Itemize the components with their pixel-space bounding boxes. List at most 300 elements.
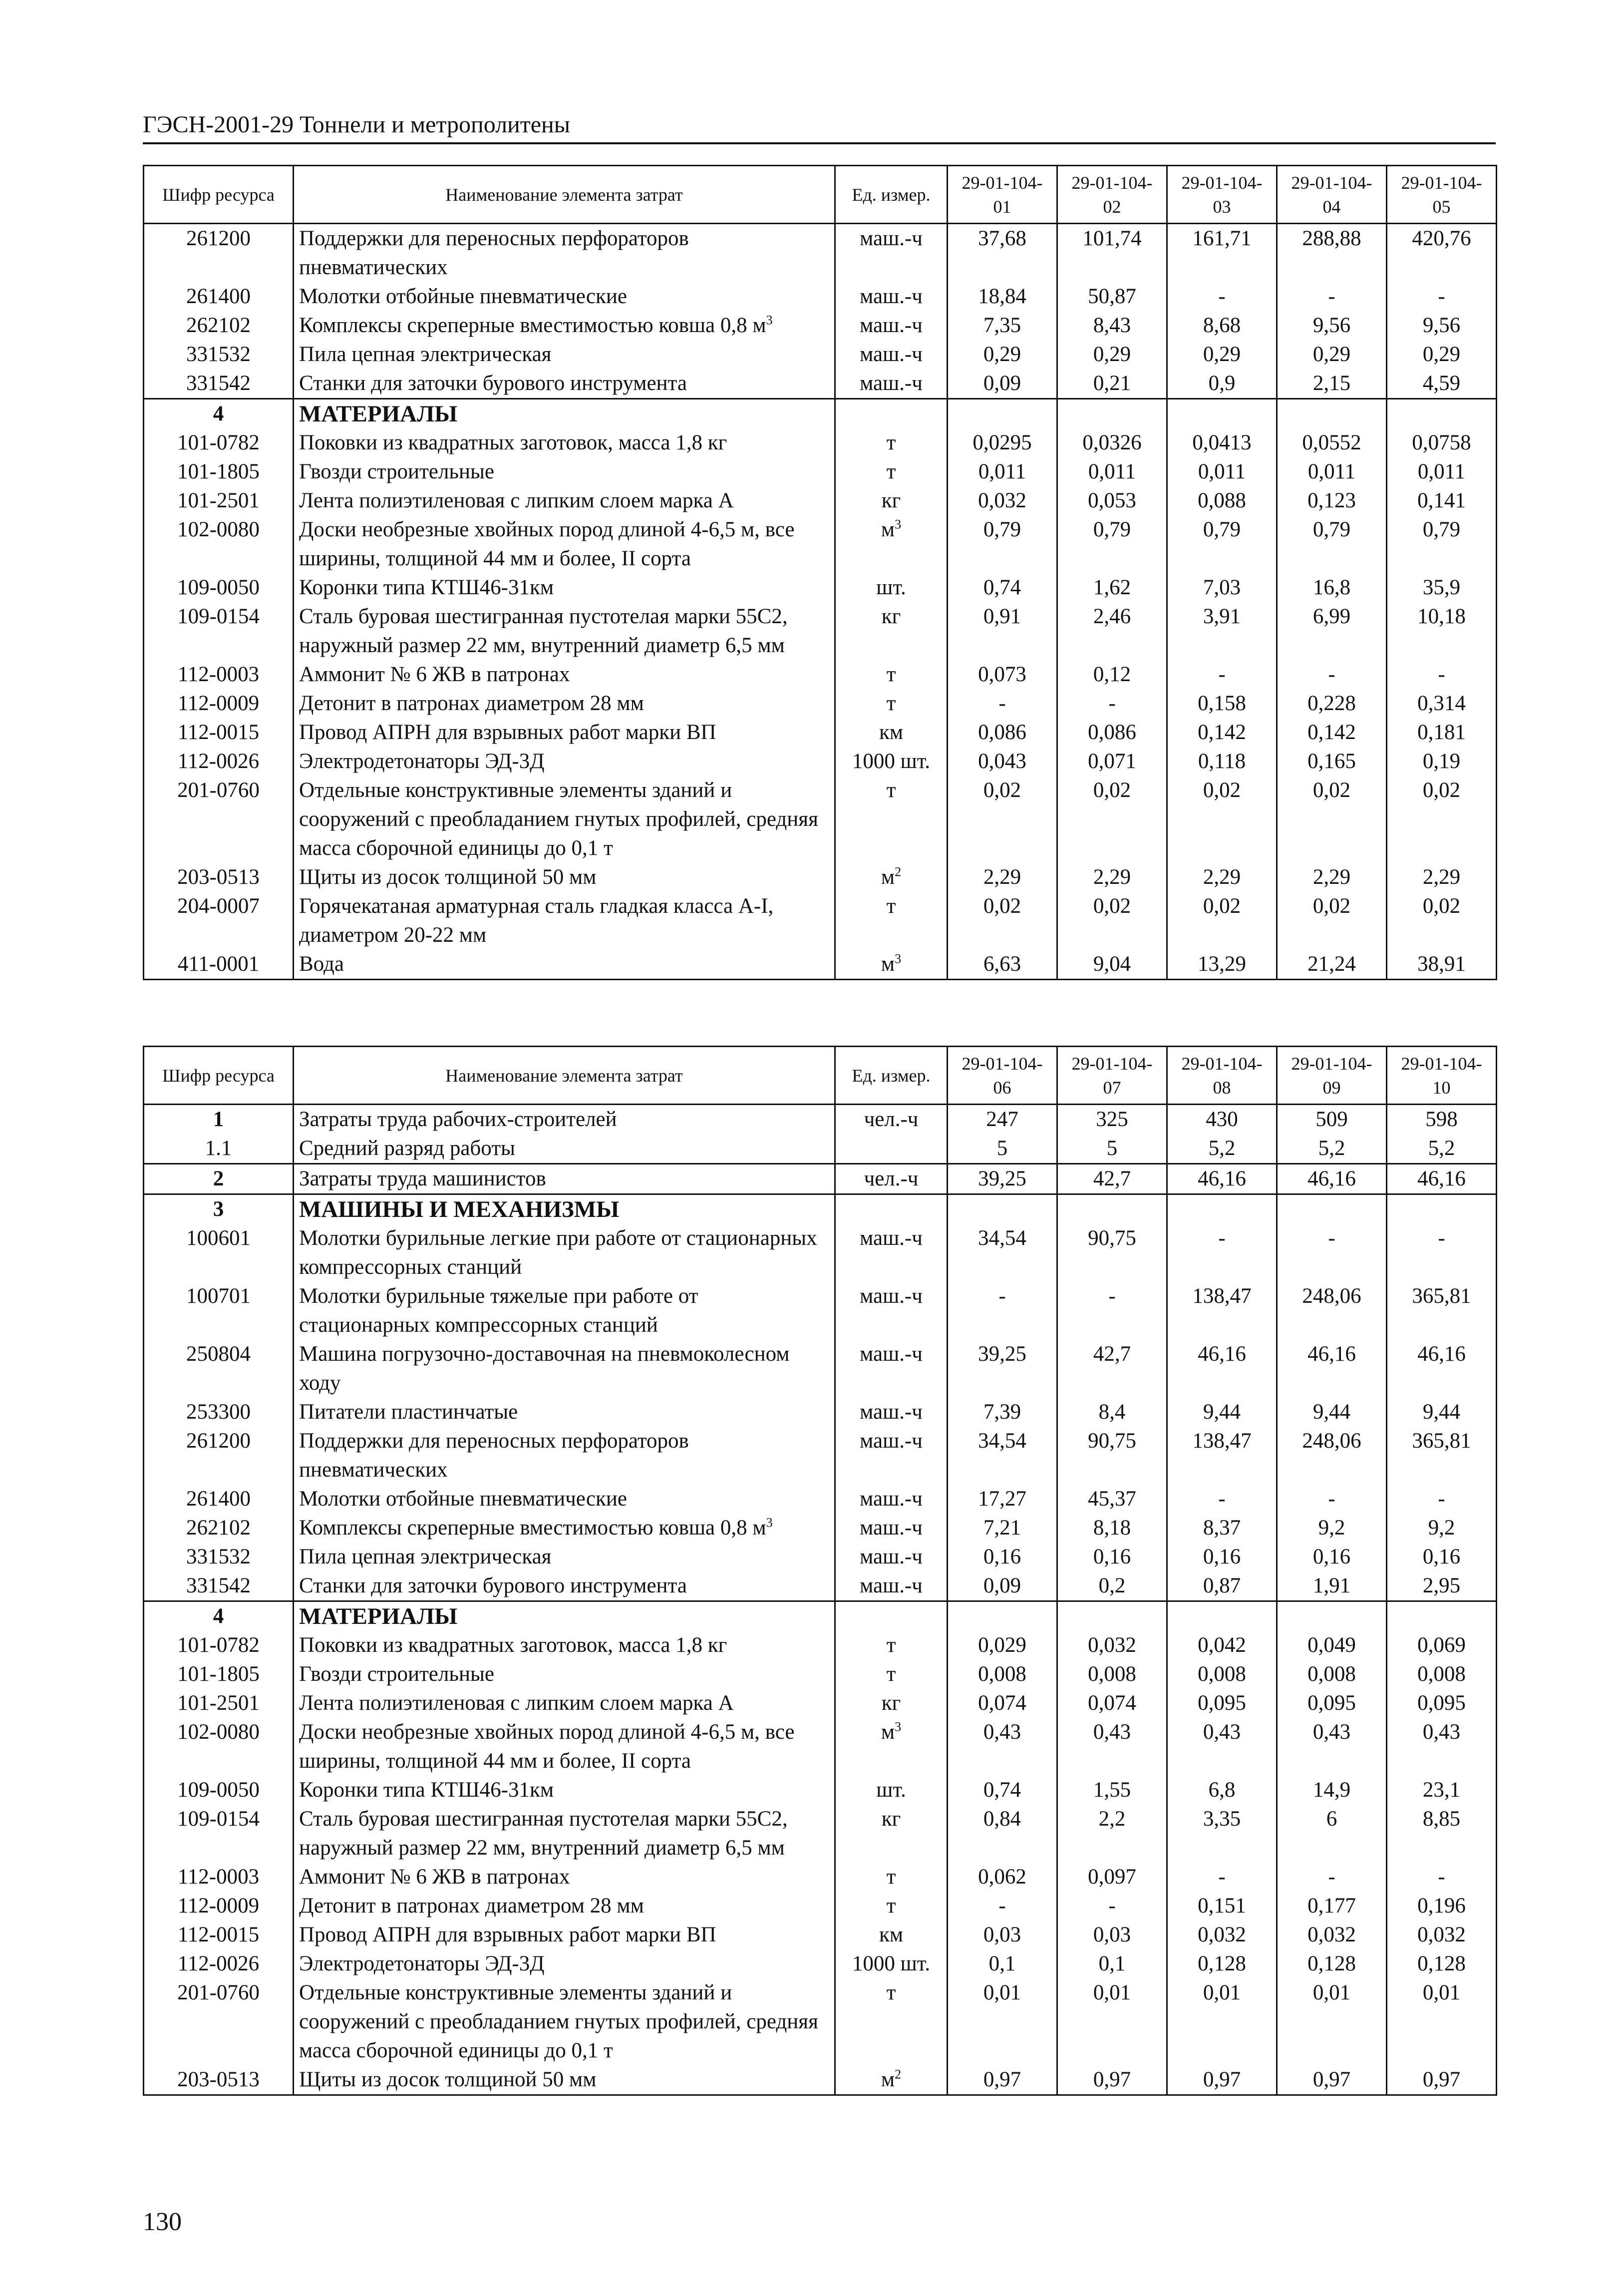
norm-value: - xyxy=(1167,1485,1277,1514)
superscript: 3 xyxy=(766,313,773,328)
norm-value: 13,29 xyxy=(1167,950,1277,980)
norm-value: 0,196 xyxy=(1387,1892,1497,1920)
unit-text: маш.-ч xyxy=(860,1400,923,1424)
unit xyxy=(835,1571,948,1601)
norm-value: 0,29 xyxy=(1167,340,1277,369)
section-row xyxy=(144,1194,1497,1224)
resource-name-text: Затраты труда рабочих-строителей xyxy=(299,1108,617,1131)
resource-name-text: Молотки отбойные пневматические xyxy=(299,285,628,308)
table-row xyxy=(144,1485,1497,1514)
resource-name-text: Аммонит № 6 ЖВ в патронах xyxy=(299,1865,570,1889)
resource-code: 250804 xyxy=(144,1340,294,1398)
norm-value: 0,02 xyxy=(1387,892,1497,950)
resource-code: 112-0015 xyxy=(144,1920,294,1949)
unit-text: маш.-ч xyxy=(860,1226,923,1250)
norm-value xyxy=(1387,1194,1497,1224)
resource-name xyxy=(294,1542,835,1571)
table-row xyxy=(144,369,1497,399)
norm-value: 288,88 xyxy=(1277,224,1387,283)
table-row xyxy=(144,457,1497,486)
unit-text: м xyxy=(881,518,895,541)
unit xyxy=(835,1282,948,1340)
resource-name-text: Поддержки для переносных перфораторов пневматических xyxy=(299,1429,689,1482)
unit xyxy=(835,311,948,340)
table-row xyxy=(144,1398,1497,1427)
norm-value: - xyxy=(948,1282,1057,1340)
norm-value: 90,75 xyxy=(1057,1427,1167,1485)
norm-value xyxy=(1167,1194,1277,1224)
norm-value: 5,2 xyxy=(1387,1134,1497,1164)
norm-value: - xyxy=(1277,1224,1387,1282)
norm-value: 0,071 xyxy=(1057,747,1167,776)
norm-value: 0,011 xyxy=(1057,457,1167,486)
unit-text: кг xyxy=(881,605,901,628)
norm-value: 0,042 xyxy=(1167,1631,1277,1660)
norm-value: 0,02 xyxy=(1387,776,1497,863)
resource-name-text: Провод АПРН для взрывных работ марки ВП xyxy=(299,1923,716,1946)
norm-value: - xyxy=(1057,1892,1167,1920)
table-row xyxy=(144,1660,1497,1689)
resource-name xyxy=(294,1718,835,1776)
resource-name-text: Детонит в патронах диаметром 28 мм xyxy=(299,692,644,715)
resource-name-text: Поковки из квадратных заготовок, масса 1,8 кг xyxy=(299,431,727,454)
resource-name-text: Детонит в патронах диаметром 28 мм xyxy=(299,1894,644,1917)
unit-text: шт. xyxy=(876,576,906,599)
unit-text: маш.-ч xyxy=(860,1429,923,1453)
resource-name xyxy=(294,282,835,311)
norm-value: 0,03 xyxy=(948,1920,1057,1949)
norm-value: 0,74 xyxy=(948,573,1057,602)
resource-code: 261200 xyxy=(144,224,294,283)
norm-value: 247 xyxy=(948,1105,1057,1135)
norm-value: 0,095 xyxy=(1277,1689,1387,1718)
unit xyxy=(835,747,948,776)
norm-value: 0,43 xyxy=(1387,1718,1497,1776)
unit xyxy=(835,1485,948,1514)
unit xyxy=(835,1427,948,1485)
norm-value: 0,19 xyxy=(1387,747,1497,776)
resource-name-text: Доски необрезные хвойных пород длиной 4-6,5 м, все ширины, толщиной 44 мм и более, II сорта xyxy=(299,1720,795,1773)
resource-name xyxy=(294,776,835,863)
document-title: ГЭСН-2001-29 Тоннели и метрополитены xyxy=(143,111,570,138)
resource-name-text: Средний разряд работы xyxy=(299,1137,515,1160)
norm-value: 0,16 xyxy=(948,1542,1057,1571)
resource-name xyxy=(294,2065,835,2095)
unit-text: т xyxy=(886,894,896,918)
table-row xyxy=(144,1920,1497,1949)
unit-text: м xyxy=(881,1720,895,1744)
table-row xyxy=(144,311,1497,340)
table-row xyxy=(144,1164,1497,1194)
norm-value: 46,16 xyxy=(1277,1164,1387,1194)
table-row xyxy=(144,515,1497,573)
norm-value: 0,01 xyxy=(948,1978,1057,2065)
unit-text: м xyxy=(881,952,895,976)
norm-value: 0,128 xyxy=(1277,1949,1387,1978)
norm-value: 46,16 xyxy=(1167,1340,1277,1398)
resource-code: 101-0782 xyxy=(144,1631,294,1660)
norm-value: 2,29 xyxy=(1167,863,1277,892)
norm-value: 0,43 xyxy=(1057,1718,1167,1776)
table-row xyxy=(144,1224,1497,1282)
table-row xyxy=(144,718,1497,747)
unit xyxy=(835,602,948,660)
unit-text: т xyxy=(886,663,896,686)
norm-value: 0,314 xyxy=(1387,689,1497,718)
resource-name xyxy=(294,573,835,602)
unit-text: маш.-ч xyxy=(860,1545,923,1568)
norm-value: 0,123 xyxy=(1277,486,1387,515)
norm-value: 6 xyxy=(1277,1805,1387,1863)
norm-value xyxy=(1387,1601,1497,1631)
resource-code: 4 xyxy=(144,399,294,429)
resource-name xyxy=(294,1949,835,1978)
resource-name xyxy=(294,1398,835,1427)
norm-value: 0,29 xyxy=(1387,340,1497,369)
norm-value: 90,75 xyxy=(1057,1224,1167,1282)
resource-name-text: Доски необрезные хвойных пород длиной 4-6,5 м, все ширины, толщиной 44 мм и более, II сорта xyxy=(299,518,795,570)
resource-code: 4 xyxy=(144,1601,294,1631)
norm-value: - xyxy=(948,689,1057,718)
table-row xyxy=(144,1631,1497,1660)
norm-value: 9,44 xyxy=(1387,1398,1497,1427)
norm-value: 0,086 xyxy=(1057,718,1167,747)
resource-code: 1.1 xyxy=(144,1134,294,1164)
unit xyxy=(835,399,948,429)
norm-value: 0,053 xyxy=(1057,486,1167,515)
unit-text: т xyxy=(886,778,896,802)
norm-value: 0,91 xyxy=(948,602,1057,660)
norm-value: 0,21 xyxy=(1057,369,1167,399)
resource-name xyxy=(294,1601,835,1631)
norm-value: 2,95 xyxy=(1387,1571,1497,1601)
resource-name-text: Молотки бурильные легкие при работе от стационарных компрессорных станций xyxy=(299,1226,817,1279)
unit-text: чел.-ч xyxy=(864,1167,919,1190)
norm-value: 0,142 xyxy=(1167,718,1277,747)
norm-value: - xyxy=(1167,1224,1277,1282)
norm-value: 34,54 xyxy=(948,1224,1057,1282)
resource-name-text: Коронки типа КТШ46-31км xyxy=(299,1778,554,1802)
unit-text: маш.-ч xyxy=(860,343,923,366)
norm-value: 0,095 xyxy=(1167,1689,1277,1718)
norm-value: 0,1 xyxy=(1057,1949,1167,1978)
resource-name xyxy=(294,340,835,369)
superscript: 3 xyxy=(895,1719,902,1734)
resource-name xyxy=(294,1340,835,1398)
resource-code: 331532 xyxy=(144,1542,294,1571)
norm-value: 325 xyxy=(1057,1105,1167,1135)
resource-name xyxy=(294,1863,835,1892)
resource-code: 203-0513 xyxy=(144,2065,294,2095)
unit-text: км xyxy=(879,721,904,744)
resource-name-text: МАШИНЫ И МЕХАНИЗМЫ xyxy=(299,1196,620,1222)
norm-value: 0,97 xyxy=(948,2065,1057,2095)
resource-code: 109-0154 xyxy=(144,1805,294,1863)
resource-code: 203-0513 xyxy=(144,863,294,892)
unit-text: кг xyxy=(881,1807,901,1831)
norm-value: 3,35 xyxy=(1167,1805,1277,1863)
norm-value: - xyxy=(1057,1282,1167,1340)
column-header-norm: 29-01-104-07 xyxy=(1057,1047,1167,1105)
norm-value: 0,151 xyxy=(1167,1892,1277,1920)
norm-value: 0,84 xyxy=(948,1805,1057,1863)
resource-name-text: Пила цепная электрическая xyxy=(299,1545,552,1568)
norm-value: 17,27 xyxy=(948,1485,1057,1514)
resource-code: 101-2501 xyxy=(144,486,294,515)
superscript: 2 xyxy=(895,864,902,879)
superscript: 3 xyxy=(895,951,902,966)
norm-value: 7,35 xyxy=(948,311,1057,340)
unit xyxy=(835,486,948,515)
norm-value: 0,1 xyxy=(948,1949,1057,1978)
resource-name-text: Сталь буровая шестигранная пустотелая марки 55С2, наружный размер 22 мм, внутренний диаметр 6,5 мм xyxy=(299,605,788,657)
resource-name-text: Лента полиэтиленовая с липким слоем марка А xyxy=(299,489,734,512)
column-header-norm: 29-01-104-06 xyxy=(948,1047,1057,1105)
norm-value: 0,0758 xyxy=(1387,428,1497,457)
resource-name-text: МАТЕРИАЛЫ xyxy=(299,1603,458,1629)
norm-value xyxy=(1387,399,1497,429)
unit xyxy=(835,573,948,602)
norm-value: 6,63 xyxy=(948,950,1057,980)
resource-code: 411-0001 xyxy=(144,950,294,980)
unit xyxy=(835,718,948,747)
norm-value xyxy=(948,1601,1057,1631)
resource-name-text: Лента полиэтиленовая с липким слоем марка А xyxy=(299,1691,734,1715)
resource-name-text: Горячекатаная арматурная сталь гладкая класса А-I, диаметром 20-22 мм xyxy=(299,894,774,947)
table-row xyxy=(144,1571,1497,1601)
norm-value: 8,4 xyxy=(1057,1398,1167,1427)
running-header xyxy=(143,111,1496,144)
unit-text: кг xyxy=(881,1691,901,1715)
unit-text: маш.-ч xyxy=(860,1487,923,1511)
resource-code: 112-0026 xyxy=(144,1949,294,1978)
resource-name xyxy=(294,718,835,747)
norm-value: 0,01 xyxy=(1057,1978,1167,2065)
norm-value: 9,2 xyxy=(1277,1514,1387,1542)
norm-value: 0,032 xyxy=(1057,1631,1167,1660)
norm-value: 0,43 xyxy=(948,1718,1057,1776)
resource-code: 112-0009 xyxy=(144,1892,294,1920)
resource-name-text: Комплексы скреперные вместимостью ковша 0,8 м xyxy=(299,1516,766,1539)
unit-text: 1000 шт. xyxy=(852,1952,931,1975)
norm-value: 0,16 xyxy=(1277,1542,1387,1571)
resource-code: 109-0050 xyxy=(144,573,294,602)
norm-value: 9,44 xyxy=(1167,1398,1277,1427)
resource-code: 109-0154 xyxy=(144,602,294,660)
norm-value: - xyxy=(1277,1863,1387,1892)
norm-value xyxy=(1277,1601,1387,1631)
unit-text: т xyxy=(886,460,896,483)
norm-value: 0,2 xyxy=(1057,1571,1167,1601)
resource-code: 112-0003 xyxy=(144,1863,294,1892)
unit-text: т xyxy=(886,431,896,454)
norm-value: 5,2 xyxy=(1167,1134,1277,1164)
table-row xyxy=(144,1863,1497,1892)
resource-code: 101-0782 xyxy=(144,428,294,457)
norm-value: 0,01 xyxy=(1167,1978,1277,2065)
unit-text: маш.-ч xyxy=(860,372,923,395)
unit xyxy=(835,1340,948,1398)
norm-value: 0,79 xyxy=(1277,515,1387,573)
unit-text: маш.-ч xyxy=(860,227,923,250)
norm-value xyxy=(948,399,1057,429)
resource-name xyxy=(294,950,835,980)
resource-code: 262102 xyxy=(144,1514,294,1542)
norm-value: 248,06 xyxy=(1277,1427,1387,1485)
table-row xyxy=(144,1542,1497,1571)
resource-name xyxy=(294,1164,835,1194)
resource-name-text: Гвозди строительные xyxy=(299,460,494,483)
resource-code: 101-1805 xyxy=(144,457,294,486)
resource-name xyxy=(294,1978,835,2065)
column-header-name: Наименование элемента затрат xyxy=(294,1047,835,1105)
table-row xyxy=(144,282,1497,311)
resource-code: 101-2501 xyxy=(144,1689,294,1718)
norm-value: 3,91 xyxy=(1167,602,1277,660)
resource-table-1 xyxy=(143,165,1497,980)
resource-name-text: Электродетонаторы ЭД-3Д xyxy=(299,750,545,773)
norm-value: 0,16 xyxy=(1167,1542,1277,1571)
norm-value: 0,128 xyxy=(1167,1949,1277,1978)
norm-value: 7,03 xyxy=(1167,573,1277,602)
resource-name-text: Поддержки для переносных перфораторов пневматических xyxy=(299,227,689,279)
norm-value: 46,16 xyxy=(1387,1164,1497,1194)
resource-name-text: Отдельные конструктивные элементы зданий и сооружений с преобладанием гнутых профилей, средняя масса сборочной единицы до 0,1 т xyxy=(299,1981,818,2062)
superscript: 2 xyxy=(895,2067,902,2082)
table-row xyxy=(144,1949,1497,1978)
unit xyxy=(835,1542,948,1571)
unit xyxy=(835,1718,948,1776)
norm-value: 0,097 xyxy=(1057,1863,1167,1892)
table-row xyxy=(144,950,1497,980)
resource-name-text: Станки для заточки бурового инструмента xyxy=(299,372,687,395)
norm-value: 7,39 xyxy=(948,1398,1057,1427)
resource-name-text: Затраты труда машинистов xyxy=(299,1167,546,1190)
unit xyxy=(835,776,948,863)
norm-value: 9,56 xyxy=(1387,311,1497,340)
norm-value: 5 xyxy=(948,1134,1057,1164)
norm-value: 46,16 xyxy=(1387,1340,1497,1398)
resource-name xyxy=(294,1776,835,1805)
column-header-code: Шифр ресурса xyxy=(144,166,294,224)
norm-value: 35,9 xyxy=(1387,573,1497,602)
norm-value: 6,99 xyxy=(1277,602,1387,660)
norm-value: 161,71 xyxy=(1167,224,1277,283)
norm-value: 0,032 xyxy=(1167,1920,1277,1949)
unit xyxy=(835,1660,948,1689)
norm-value: 42,7 xyxy=(1057,1340,1167,1398)
norm-value: 0,069 xyxy=(1387,1631,1497,1660)
resource-name xyxy=(294,1920,835,1949)
norm-value xyxy=(1057,399,1167,429)
resource-name-text: Щиты из досок толщиной 50 мм xyxy=(299,865,597,889)
norm-value: 21,24 xyxy=(1277,950,1387,980)
norm-value: 39,25 xyxy=(948,1340,1057,1398)
norm-value xyxy=(1277,1194,1387,1224)
norm-value: 0,008 xyxy=(948,1660,1057,1689)
norm-value: 0,165 xyxy=(1277,747,1387,776)
norm-value: 0,43 xyxy=(1167,1718,1277,1776)
resource-code: 109-0050 xyxy=(144,1776,294,1805)
resource-name xyxy=(294,1194,835,1224)
norm-value: 0,79 xyxy=(1387,515,1497,573)
unit xyxy=(835,340,948,369)
norm-value: 8,37 xyxy=(1167,1514,1277,1542)
table-body xyxy=(144,224,1497,980)
norm-value: 46,16 xyxy=(1167,1164,1277,1194)
norm-value: 430 xyxy=(1167,1105,1277,1135)
unit xyxy=(835,1514,948,1542)
column-header-norm: 29-01-104-04 xyxy=(1277,166,1387,224)
norm-value: 0,142 xyxy=(1277,718,1387,747)
norm-value: 0,0326 xyxy=(1057,428,1167,457)
unit xyxy=(835,1863,948,1892)
norm-value: 0,011 xyxy=(1277,457,1387,486)
norm-value: 0,062 xyxy=(948,1863,1057,1892)
resource-name-text: Молотки отбойные пневматические xyxy=(299,1487,628,1511)
table-row xyxy=(144,1514,1497,1542)
resource-code: 102-0080 xyxy=(144,1718,294,1776)
norm-value: 420,76 xyxy=(1387,224,1497,283)
norm-value: 0,16 xyxy=(1057,1542,1167,1571)
table-row xyxy=(144,340,1497,369)
table-row xyxy=(144,1776,1497,1805)
unit xyxy=(835,428,948,457)
resource-name xyxy=(294,428,835,457)
norm-value: 0,01 xyxy=(1387,1978,1497,2065)
section-row xyxy=(144,1601,1497,1631)
unit-text: маш.-ч xyxy=(860,1284,923,1308)
norm-value: 365,81 xyxy=(1387,1427,1497,1485)
resource-name-text: Коронки типа КТШ46-31км xyxy=(299,576,554,599)
resource-code: 261200 xyxy=(144,1427,294,1485)
norm-value: 50,87 xyxy=(1057,282,1167,311)
resource-name xyxy=(294,1631,835,1660)
table-row xyxy=(144,1282,1497,1340)
resource-table-2 xyxy=(143,1046,1497,2096)
unit xyxy=(835,1920,948,1949)
norm-value: 0,29 xyxy=(1057,340,1167,369)
resource-name-text: МАТЕРИАЛЫ xyxy=(299,401,458,427)
norm-value: 2,15 xyxy=(1277,369,1387,399)
norm-value: 0,79 xyxy=(1167,515,1277,573)
norm-value: - xyxy=(1167,282,1277,311)
column-header-unit: Ед. измер. xyxy=(835,166,948,224)
resource-name xyxy=(294,747,835,776)
resource-code: 331542 xyxy=(144,1571,294,1601)
resource-code: 112-0003 xyxy=(144,660,294,689)
resource-name-text: Электродетонаторы ЭД-3Д xyxy=(299,1952,545,1975)
norm-value: 2,29 xyxy=(1387,863,1497,892)
norm-value: - xyxy=(1277,1485,1387,1514)
table-row xyxy=(144,892,1497,950)
norm-value: 138,47 xyxy=(1167,1427,1277,1485)
unit-text: 1000 шт. xyxy=(852,750,931,773)
norm-value: 0,9 xyxy=(1167,369,1277,399)
norm-value: 0,01 xyxy=(1277,1978,1387,2065)
column-header-name: Наименование элемента затрат xyxy=(294,166,835,224)
resource-name xyxy=(294,457,835,486)
unit xyxy=(835,1689,948,1718)
norm-value xyxy=(1167,399,1277,429)
norm-value: 0,97 xyxy=(1167,2065,1277,2095)
norm-value: 39,25 xyxy=(948,1164,1057,1194)
norm-value: 14,9 xyxy=(1277,1776,1387,1805)
norm-value: 0,02 xyxy=(1057,776,1167,863)
column-header-norm: 29-01-104-02 xyxy=(1057,166,1167,224)
norm-value: 8,85 xyxy=(1387,1805,1497,1863)
norm-value: - xyxy=(948,1892,1057,1920)
